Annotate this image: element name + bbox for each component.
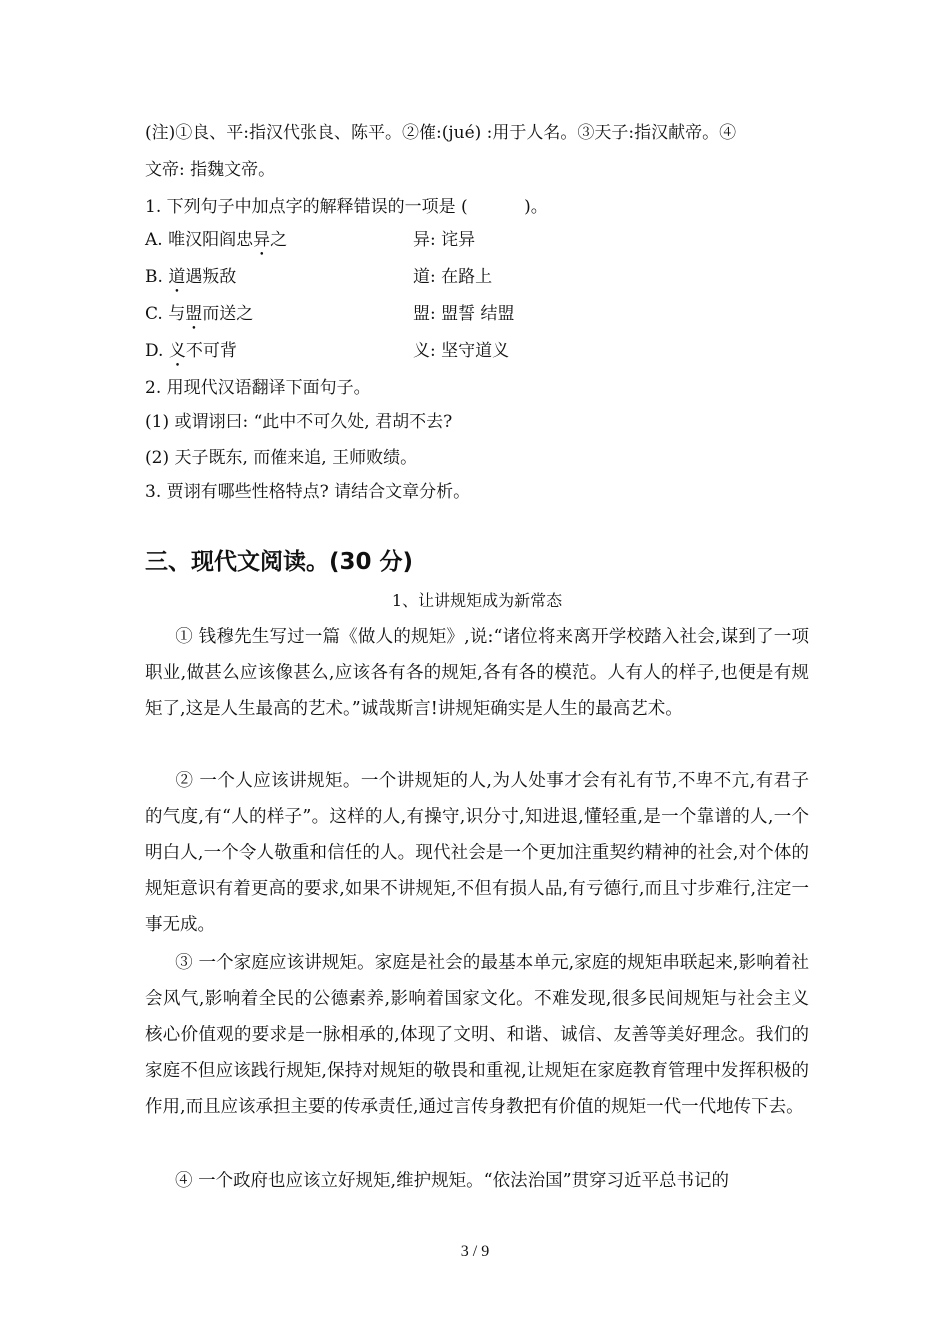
option-d-explanation: 义: 坚守道义 (413, 341, 510, 361)
paragraph-1: ① 钱穆先生写过一篇《做人的规矩》,说:“诸位将来离开学校踏入社会,谋到了一项职业,做甚么应该像甚么,应该各有各的规矩,各有各的模范。人有人的样子,也便是有规矩了,这是人生最高的艺术。”诚哉斯言!讲规矩确实是人生的最高艺术。 (145, 627, 809, 719)
question-2-stem: 2. 用现代汉语翻译下面句子。 (145, 378, 371, 398)
note-line-2: 文帝: 指魏文帝。 (145, 160, 276, 180)
option-c-explanation: 盟: 盟誓 结盟 (413, 304, 515, 324)
note-line-1: (注)①良、平:指汉代张良、陈平。②傕:(jué) :用于人名。③天子:指汉献帝。④ (145, 123, 737, 143)
article-title: 1、让讲规矩成为新常态 (391, 591, 563, 610)
question-2-sentence-1: (1) 或谓诩曰: “此中不可久处, 君胡不去? (145, 412, 453, 432)
dotted-char: 道 (168, 267, 186, 287)
question-3-stem: 3. 贾诩有哪些性格特点? 请结合文章分析。 (145, 482, 471, 502)
question-2-sentence-2: (2) 天子既东, 而傕来追, 王师败绩。 (145, 448, 418, 468)
question-1-stem: 1. 下列句子中加点字的解释错误的一项是 ( )。 (145, 197, 548, 217)
section-title: 三、现代文阅读。(30 分) (145, 549, 414, 575)
dotted-char: 义 (168, 341, 186, 361)
document-page: (注)①良、平:指汉代张良、陈平。②傕:(jué) :用于人名。③天子:指汉献帝。④ 文帝: 指魏文帝。 1. 下列句子中加点字的解释错误的一项是 ( )。 A. 唯汉阳阎忠异之 异: 诧异 B. 道遇叛敌 道: 在路上 C. 与盟而送之 盟: 盟誓 结盟 D. 义不可背 义: 坚守道义 2. 用现代汉语翻译下面句子。 (1) 或谓诩曰: “此中不可久处, 君胡不去? (2) 天子既东, 而傕来追, 王师败绩。 3. 贾诩有哪些性格特点? 请结合文章分析。 三、现代文阅读。(30 分) 1、让讲规矩成为新常态 ① 钱穆先生写过一篇《做人的规矩》,说:“诸位将来离开学校踏入社会,谋到了一项职业,做甚么应该像甚么,应该各有各的规矩,各有各的模范。人有人的样子,也便是有规矩了,这是人生最高的艺术。”诚哉斯言!讲规矩确实是人生的最高艺术。 ② 一个人应该讲规矩。一个讲规矩的人,为人处事才会有礼有节,不卑不亢,有君子的气度,有“人的样子”。这样的人,有操守,识分寸,知进退,懂轻重,是一个靠谱的人,一个明白人,一个令人敬重和信任的人。现代社会是一个更加注重契约精神的社会,对个体的规矩意识有着更高的要求,如果不讲规矩,不但有损人品,有亏德行,而且寸步难行,注定一事无成。 ③ 一个家庭应该讲规矩。家庭是社会的最基本单元,家庭的规矩串联起来,影响着社会风气,影响着全民的公德素养,影响着国家文化。不难发现,很多民间规矩与社会主义核心价值观的要求是一脉相承的,体现了文明、和谐、诚信、友善等美好理念。我们的家庭不但应该践行规矩,保持对规矩的敬畏和重视,让规矩在家庭教育管理中发挥积极的作用,而且应该承担主要的传承责任,通过言传身教把有价值的规矩一代一代地传下去。 ④ 一个政府也应该立好规矩,维护规矩。“依法治国”贯穿习近平总书记的 3 / 9 (0, 0, 950, 1344)
dotted-char: 盟 (185, 304, 203, 324)
paragraph-4: ④ 一个政府也应该立好规矩,维护规矩。“依法治国”贯穿习近平总书记的 (175, 1171, 730, 1191)
paragraph-3: ③ 一个家庭应该讲规矩。家庭是社会的最基本单元,家庭的规矩串联起来,影响着社会风气,影响着全民的公德素养,影响着国家文化。不难发现,很多民间规矩与社会主义核心价值观的要求是一脉相承的,体现了文明、和谐、诚信、友善等美好理念。我们的家庭不但应该践行规矩,保持对规矩的敬畏和重视,让规矩在家庭教育管理中发挥积极的作用,而且应该承担主要的传承责任,通过言传身教把有价值的规矩一代一代地传下去。 (145, 953, 809, 1117)
dotted-char: 异 (253, 230, 271, 250)
paragraph-2: ② 一个人应该讲规矩。一个讲规矩的人,为人处事才会有礼有节,不卑不亢,有君子的气度,有“人的样子”。这样的人,有操守,识分寸,知进退,懂轻重,是一个靠谱的人,一个明白人,一个令人敬重和信任的人。现代社会是一个更加注重契约精神的社会,对个体的规矩意识有着更高的要求,如果不讲规矩,不但有损人品,有亏德行,而且寸步难行,注定一事无成。 (145, 771, 809, 935)
page-number: 3 / 9 (460, 1243, 490, 1260)
option-a-explanation: 异: 诧异 (413, 230, 476, 250)
option-b-explanation: 道: 在路上 (413, 267, 493, 287)
